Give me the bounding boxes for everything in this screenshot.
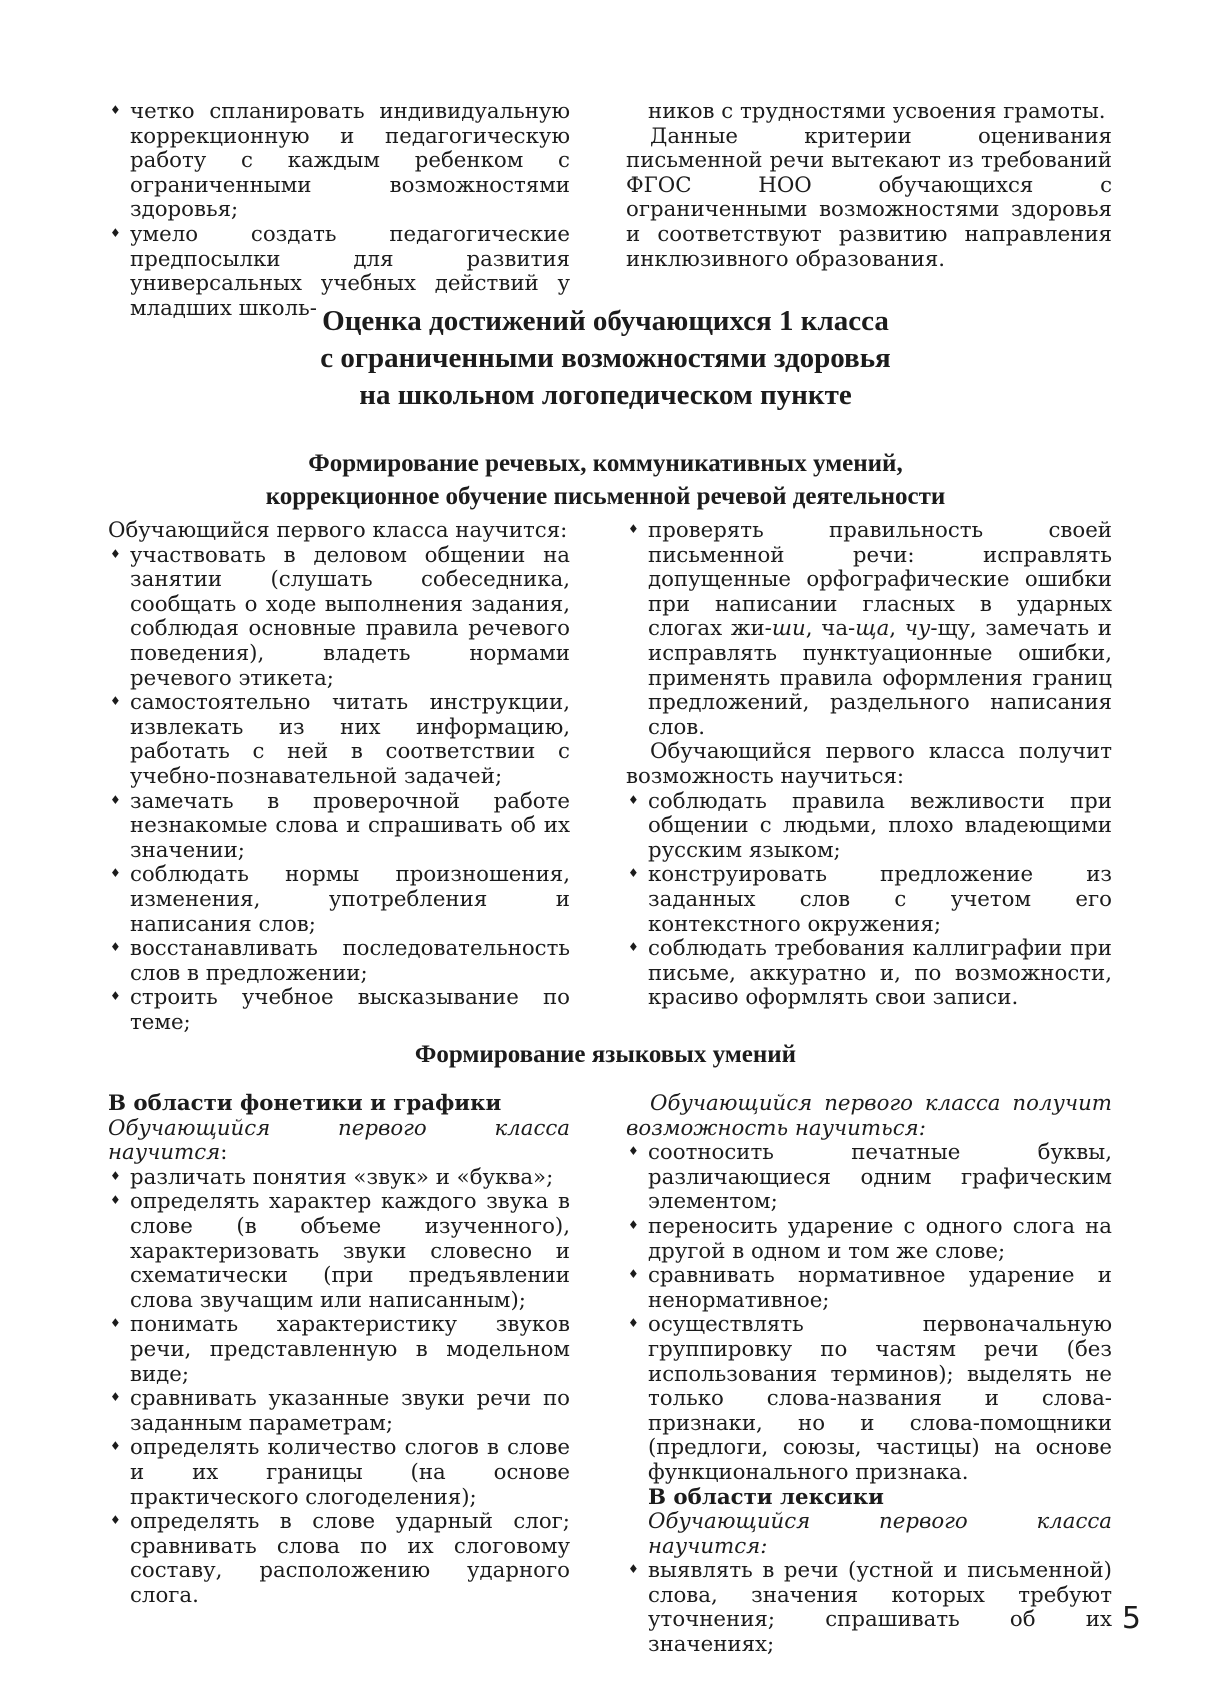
list-item: ♦ осуществлять первоначальную группировку по частям речи (без использования терминов); выделять не только слова-названия и слова-признаки, но и слова-помощники (предлоги, союзы, частицы) на основе функционального признака. [626,1313,1112,1485]
language-left-column [108,1092,570,1608]
bullet-list [108,100,570,321]
list-item: ♦ участвовать в деловом общении на занятии (слушать собеседника, сообщать о ходе выполнения задания, соблюдая основные правила речевого поведения), владеть нормами речевого этикета; [108,544,570,692]
list-item: ♦ понимать характеристику звуков речи, представленную в модельном виде; [108,1313,570,1387]
list-item: ♦ строить учебное высказывание по теме; [108,986,570,1035]
list-item: ♦ самостоятельно читать инструкции, извлекать из них информацию, работать с ней в соответствии с учебно-познавательной задачей; [108,691,570,789]
page-number: 5 [1121,1601,1141,1636]
intro-text: Обучающийся первого класса получит возможность научиться: [626,1091,1112,1141]
list-item: ♦ соблюдать правила вежливости при общении с людьми, плохо владеющими русским языком; [626,790,1112,864]
list-item: ♦ конструировать предложение из заданных слов с учетом его контекстного окружения; [626,863,1112,937]
list-item: ♦ восстанавливать последовательность слов в предложении; [108,937,570,986]
subsection-heading: Формирование речевых, коммуникативных умений, коррекционное обучение письменной речевой деятельности [265,450,946,510]
list-item: ♦ проверять правильность своей письменной речи: исправлять допущенные орфографические ошибки при написании гласных в ударных слогах жи-ши, ча-ща, чу-щу, замечать и исправлять пунктуационные ошибки, применять правила оформления границ предложений, раздельного написания слов. [626,519,1112,740]
list-item: ♦ сравнивать нормативное ударение и ненормативное; [626,1264,1112,1313]
intro-text: Обучающийся первого класса научится: [108,1115,570,1166]
list-item: ♦ выявлять в речи (устной и письменной) слова, значения которых требуют уточнения; спрашивать об их значениях; [626,1559,1112,1657]
speech-left-column [108,519,570,1035]
list-item: ♦ соотносить печатные буквы, различающиеся одним графическим элементом; [626,1141,1112,1215]
continued-list-text: ников с трудностями усвоения грамоты. [648,99,1106,124]
bullet-list [108,544,570,1036]
top-left-column [108,100,570,321]
list-item: ♦ умело создать педагогические предпосылки для развития универсальных учебных действий у младших школь- [108,223,570,321]
list-item: ♦ определять количество слогов в слове и их границы (на основе практического слогоделения); [108,1436,570,1510]
area-subheading: В области фонетики и графики [108,1091,502,1116]
list-item: ♦ определять в слове ударный слог; сравнивать слова по их слоговому составу, расположению ударного слога. [108,1510,570,1608]
bullet-list [626,519,1112,740]
top-right-column [626,100,1112,272]
paragraph: Данные критерии оценивания письменной речи вытекают из требований ФГОС НОО обучающихся с ограниченными возможностями здоровья и соответствуют развитию направления инклюзивного образования. [626,123,1112,272]
bullet-list [108,1166,570,1609]
list-item: ♦ соблюдать требования каллиграфии при письме, аккуратно и, по возможности, красиво оформлять свои записи. [626,937,1112,1011]
bullet-list [626,790,1112,1011]
list-item: ♦ четко спланировать индивидуальную коррекционную и педагогическую работу с каждым ребенком с ограниченными возможностями здоровья; [108,100,570,223]
subsection-heading: Формирование языковых умений [414,1041,797,1068]
list-item: ♦ соблюдать нормы произношения, изменения, употребления и написания слов; [108,863,570,937]
list-item: ♦ различать понятия «звук» и «буква»; [108,1166,570,1191]
list-item: ♦ переносить ударение с одного слога на другой в одном и том же слове; [626,1215,1112,1264]
language-right-column [626,1092,1112,1658]
list-item: ♦ сравнивать указанные звуки речи по заданным параметрам; [108,1387,570,1436]
bullet-list [626,1141,1112,1485]
intro-text: Обучающийся первого класса научится: [648,1509,1112,1559]
bullet-list [626,1559,1112,1657]
area-subheading: В области лексики [648,1484,884,1510]
intro-text: Обучающийся первого класса получит возможность научиться: [626,739,1112,789]
section-heading: Оценка достижений обучающихся 1 класса с ограниченными возможностями здоровья на школьном логопедическом пункте [320,305,891,411]
list-item: ♦ определять характер каждого звука в слове (в объеме изученного), характеризовать звуки словесно и схематически (при предъявлении слова звучащим или написанным); [108,1190,570,1313]
list-item: ♦ замечать в проверочной работе незнакомые слова и спрашивать об их значении; [108,790,570,864]
speech-right-column [626,519,1112,1011]
intro-text: Обучающийся первого класса научится: [108,518,568,543]
